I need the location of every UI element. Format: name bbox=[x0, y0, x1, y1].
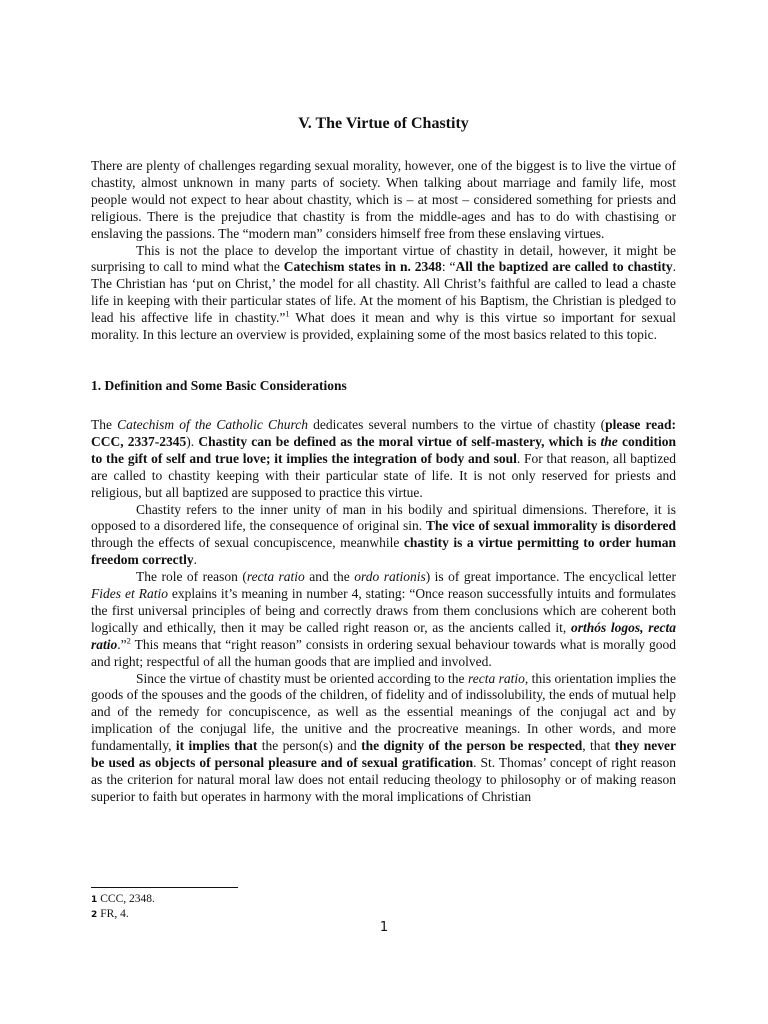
footnote-ref-1[interactable]: 1 bbox=[285, 308, 290, 319]
chapter-title: V. The Virtue of Chastity bbox=[298, 115, 469, 132]
footnote-ref-2[interactable]: 2 bbox=[126, 635, 131, 646]
section-paragraph-4: Since the virtue of chastity must be oriented according to the recta ratio, this orientation implies the goods of the spouses and the goods of the children, of fidelity and of indissolubility, the ends of mutual help and of the remedy for concupiscence, as well as the essential meanings of the conjugal act and by implication of the conjugal life, the unitive and the procreative meanings. In other words, and more fundamentally, it implies that the person(s) and the dignity of the person be respected, that they never be used as objects of personal pleasure and of sexual gratification. St. Thomas’ concept of right reason as the criterion for natural moral law does not entail reducing theology to philosophy or of making reason superior to faith but operates in harmony with the moral implications of Christian bbox=[91, 670, 677, 804]
intro-paragraph-1: There are plenty of challenges regarding sexual morality, however, one of the biggest is to live the virtue of chastity, almost unknown in many parts of society. When talking about marriage and family life, most people would not expect to hear about chastity, which is – at most – considered something for priests and religious. There is the prejudice that chastity is from the middle-ages and has to do with chastising or enslaving the passions. The “modern man” considers himself free from these enslaving virtues. bbox=[91, 158, 676, 241]
footnote-1: 1 CCC, 2348. bbox=[91, 893, 155, 905]
footnotes bbox=[91, 892, 491, 922]
section-paragraph-3: The role of reason (recta ratio and the ordo rationis) is of great importance. The encyclical letter Fides et Ratio explains it’s meaning in number 4, stating: “Once reason successfully intuits and formulates the first universal principles of being and correctly draws from them conclusions which are coherent both logically and ethically, then it may be called right reason or, as the ancients called it, orthós logos, recta ratio.”$^2$ This means that “right reason” consists in ordering sexual behaviour towards what is morally good and right; respectful of all the human goods that are implied and involved. bbox=[91, 569, 677, 669]
footnote-divider bbox=[91, 887, 238, 888]
page-number: 1 bbox=[379, 920, 389, 935]
intro-paragraph-2: This is not the place to develop the important virtue of chastity in detail, however, it might be surprising to call to mind what the Catechism states in n. 2348: “All the baptized are called to chastity. The Christian has ‘put on Christ,’ the model for all chastity. All Christ’s faithful are called to lead a chaste life in keeping with their particular states of life. At the moment of his Baptism, the Christian is pledged to lead his affective life in chastity.”$^1$ What does it mean and why is this virtue so important for sexual morality. In this lecture an overview is provided, explaining some of the most basics related to this topic. bbox=[91, 242, 676, 343]
section-heading: 1. Definition and Some Basic Considerations bbox=[91, 377, 347, 393]
section-paragraph-1: The Catechism of the Catholic Church dedicates several numbers to the virtue of chastity (please read: CCC, 2337-2345). Chastity can be defined as the moral virtue of self-mastery, which is the condition to the gift of self and true love; it implies the integration of body and soul. For that reason, all baptized are called to chastity keeping with their particular state of life. It is not only reserved for priests and religious, but all baptized are supposed to practice this virtue. bbox=[91, 416, 677, 500]
section-paragraph-2: Chastity refers to the inner unity of man in his bodily and spiritual dimensions. Therefore, it is opposed to a disordered life, the consequence of original sin. The vice of sexual immorality is disordered through the effects of sexual concupiscence, meanwhile chastity is a virtue permitting to order human freedom correctly. bbox=[91, 501, 677, 568]
page-body bbox=[91, 114, 676, 806]
footnote-2: 2 FR, 4. bbox=[91, 908, 129, 920]
